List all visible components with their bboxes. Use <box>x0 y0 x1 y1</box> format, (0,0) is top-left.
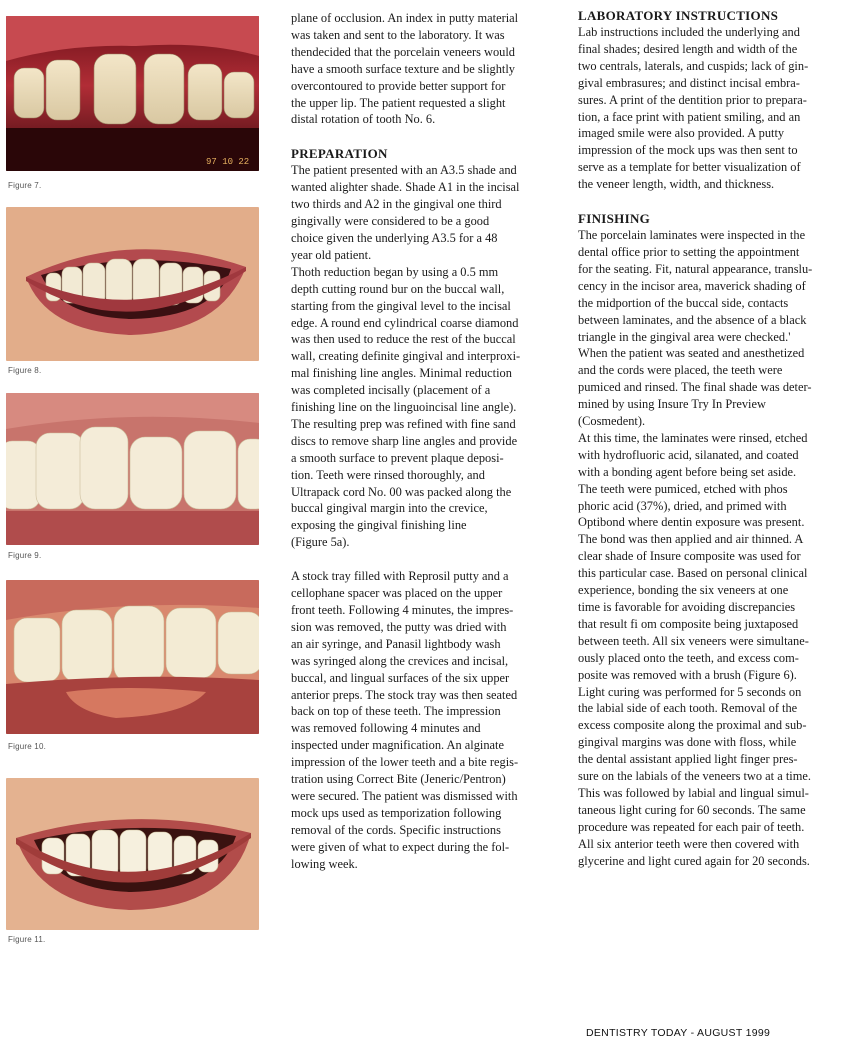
text-line: that result fi om composite being juxtaposed <box>578 616 799 631</box>
figure-11-photo <box>6 778 259 930</box>
text-line: gival embrasures; and distinct incisal embra- <box>578 75 800 90</box>
text-line: clear shade of Insure composite was used for <box>578 549 801 564</box>
text-line: time is favorable for avoiding discrepancies <box>578 600 796 614</box>
finishing-paragraph <box>578 227 852 869</box>
text-line: experience, bonding the six veneers at one <box>578 583 789 598</box>
lab-instructions-paragraph <box>578 24 852 193</box>
text-line: the labial side of each tooth. Removal of the <box>578 701 798 716</box>
intro-paragraph <box>291 10 556 128</box>
right-column <box>578 7 852 870</box>
text-line: mal finishing line angles. Minimal reduction <box>291 366 512 381</box>
text-line: depth cutting round bur on the buccal wall, <box>291 281 505 296</box>
text-line: discs to remove sharp line angles and provide <box>291 433 518 448</box>
text-line: buccal, and lingual surfaces of the six upper <box>291 670 510 685</box>
text-line: sures. A print of the dentition prior to prepara- <box>578 92 807 107</box>
text-line: The resulting prep was refined with fine sand <box>291 416 516 431</box>
figure-9-image <box>6 393 259 545</box>
text-line: gingivally were considered to be a good <box>291 214 490 229</box>
text-line: sion was removed, the putty was dried with <box>291 619 507 634</box>
text-line: two thirds and A2 in the gingival one third <box>291 197 502 212</box>
text-line: The patient presented with an A3.5 shade and <box>291 163 517 178</box>
text-line: mined by using Insure Try In Preview <box>578 397 766 412</box>
text-line: At this time, the laminates were rinsed, etched <box>578 430 808 445</box>
text-line: imaged smile were also provided. A putty <box>578 126 785 141</box>
text-line: year old patient. <box>291 247 372 262</box>
text-line: A stock tray filled with Reprosil putty and a <box>291 569 509 584</box>
text-line: triangle in the gingival area were checked.' <box>578 329 791 344</box>
text-line: distal rotation of tooth No. 6. <box>291 112 436 127</box>
text-line: mock ups used as temporization following <box>291 805 502 820</box>
figure-8-image <box>6 207 259 361</box>
figure-9-caption: Figure 9. <box>8 551 42 560</box>
text-line: the dental assistant applied light finger pres- <box>578 752 798 767</box>
text-line: dental office prior to setting the appointment <box>578 244 800 259</box>
text-line: edge. A round end cylindrical coarse diamond <box>291 315 519 330</box>
text-line: overcontoured to provide better support for <box>291 78 506 93</box>
text-line: When the patient was seated and anesthetized <box>578 346 805 361</box>
figure-10-image <box>6 580 259 734</box>
text-line: choice given the underlying A3.5 for a 48 <box>291 230 498 245</box>
text-line: (Cosmedent). <box>578 414 646 429</box>
text-line: All six anterior teeth were then covered with <box>578 836 800 851</box>
text-line: the upper lip. The patient requested a slight <box>291 95 506 110</box>
text-line: was syringed along the crevices and incisal, <box>291 653 509 668</box>
text-line: cency in the incisor area, maverick shading of <box>578 278 806 293</box>
text-line: and the cords were placed, the teeth were <box>578 363 783 378</box>
text-line: Light curing was performed for 5 seconds on <box>578 684 802 699</box>
text-line: wanted alighter shade. Shade A1 in the incisal <box>291 180 520 195</box>
page-footer: DENTISTRY TODAY - AUGUST 1999 <box>586 1027 771 1039</box>
text-line: phoric acid (37%), dried, and primed with <box>578 498 787 513</box>
text-line: The porcelain laminates were inspected in the <box>578 228 806 243</box>
text-line: starting from the gingival level to the incisal <box>291 298 511 313</box>
figure-8-caption: Figure 8. <box>8 366 42 375</box>
lab-instructions-heading: LABORATORY INSTRUCTIONS <box>578 8 779 23</box>
figure-7-photo <box>6 16 259 171</box>
text-line: Optibond where dentin exposure was present. <box>578 515 805 530</box>
finishing-heading: FINISHING <box>578 211 651 227</box>
text-line: plane of occlusion. An index in putty material <box>291 11 519 25</box>
text-line: exposing the gingival finishing line <box>291 518 467 533</box>
text-line: the midportion of the buccal side, contacts <box>578 295 789 310</box>
text-line: back on top of these teeth. The impression <box>291 704 501 719</box>
text-line: between laminates, and the absence of a black <box>578 312 807 327</box>
text-line: was taken and sent to the laboratory. It was <box>291 27 505 42</box>
text-line: tration using Correct Bite (Jeneric/Pentron) <box>291 772 506 787</box>
text-line: (Figure 5a). <box>291 535 350 550</box>
preparation-heading: PREPARATION <box>291 146 388 162</box>
middle-column <box>291 10 556 873</box>
text-line: inspected under magnification. An alginate <box>291 738 504 753</box>
text-line: gingival margins was done with floss, while <box>578 735 797 750</box>
text-line: lowing week. <box>291 856 358 871</box>
figure-11-image <box>6 778 259 930</box>
text-line: tion. Teeth were rinsed thoroughly, and <box>291 467 485 482</box>
text-line: glycerine and light cured again for 20 seconds. <box>578 853 810 868</box>
text-line: wall, creating definite gingival and interproxi- <box>291 349 521 364</box>
figure-9-photo <box>6 393 259 545</box>
text-line: between teeth. All six veneers were simultane- <box>578 633 809 648</box>
text-line: pumiced and rinsed. The final shade was deter- <box>578 380 812 395</box>
text-line: have a smooth surface texture and be slightly <box>291 61 515 76</box>
text-line: was removed following 4 minutes and <box>291 721 481 736</box>
text-line: impression of the lower teeth and a bite regis- <box>291 755 519 770</box>
text-line: an air syringe, and Panasil lightbody wash <box>291 636 501 651</box>
text-line: excess composite along the proximal and sub- <box>578 718 807 733</box>
text-line: buccal gingival margin into the crevice, <box>291 501 488 516</box>
text-line: with a bonding agent before being set aside. <box>578 464 797 479</box>
text-line: were secured. The patient was dismissed with <box>291 788 518 803</box>
text-line: posite was removed with a brush (Figure 6). <box>578 667 797 682</box>
figure-7-caption: Figure 7. <box>8 181 42 190</box>
text-line: serve as a template for better visualization of <box>578 160 801 175</box>
text-line: the veneer length, width, and thickness. <box>578 177 775 192</box>
text-line: were given of what to expect during the fol- <box>291 839 510 854</box>
text-line: The bond was then applied and air thinned. A <box>578 532 804 547</box>
figure-7-image <box>6 16 259 171</box>
text-line: ously placed onto the teeth, and excess com- <box>578 650 799 665</box>
text-line: removal of the cords. Specific instructions <box>291 822 501 837</box>
text-line: Thoth reduction began by using a 0.5 mm <box>291 264 499 279</box>
impression-paragraph <box>291 568 556 872</box>
text-line: cellophane spacer was placed on the upper <box>291 586 503 601</box>
text-line: impression of the mock ups was then sent to <box>578 143 798 158</box>
text-line: tion, a face print with patient smiling, and an <box>578 109 801 124</box>
text-line: was completed incisally (placement of a <box>291 383 491 398</box>
text-line: thendecided that the porcelain veneers would <box>291 44 515 59</box>
text-line: a smooth surface to prevent plaque deposi- <box>291 450 504 465</box>
text-line: This was followed by labial and lingual simul- <box>578 785 809 800</box>
text-line: Ultrapack cord No. 00 was packed along the <box>291 484 512 499</box>
preparation-paragraph <box>291 162 556 551</box>
text-line: front teeth. Following 4 minutes, the impres- <box>291 603 514 617</box>
text-line: was then used to reduce the rest of the buccal <box>291 332 516 347</box>
figure-11-caption: Figure 11. <box>8 935 46 944</box>
text-line: procedure was repeated for each pair of teeth. <box>578 819 805 834</box>
figure-10-photo <box>6 580 259 734</box>
text-line: The teeth were pumiced, etched with phos <box>578 481 788 496</box>
text-line: with hydrofluoric acid, silanated, and coated <box>578 447 799 462</box>
text-line: this particular case. Based on personal clinical <box>578 566 808 581</box>
text-line: Lab instructions included the underlying and <box>578 25 800 39</box>
figure-7-date-stamp: 97 10 22 <box>206 157 250 167</box>
text-line: two centrals, laterals, and cuspids; lack of gin- <box>578 58 809 73</box>
figure-10-caption: Figure 10. <box>8 742 47 751</box>
text-line: taneous light curing for 60 seconds. The same <box>578 802 806 817</box>
text-line: sure on the labials of the veneers two at a time. <box>578 769 811 784</box>
figure-8-photo <box>6 207 259 361</box>
text-line: anterior preps. The stock tray was then seated <box>291 687 518 702</box>
text-line: finishing line on the linguoincisal line angle). <box>291 400 517 415</box>
text-line: for the seating. Fit, natural appearance, translu- <box>578 261 813 276</box>
text-line: final shades; desired length and width of the <box>578 41 798 56</box>
